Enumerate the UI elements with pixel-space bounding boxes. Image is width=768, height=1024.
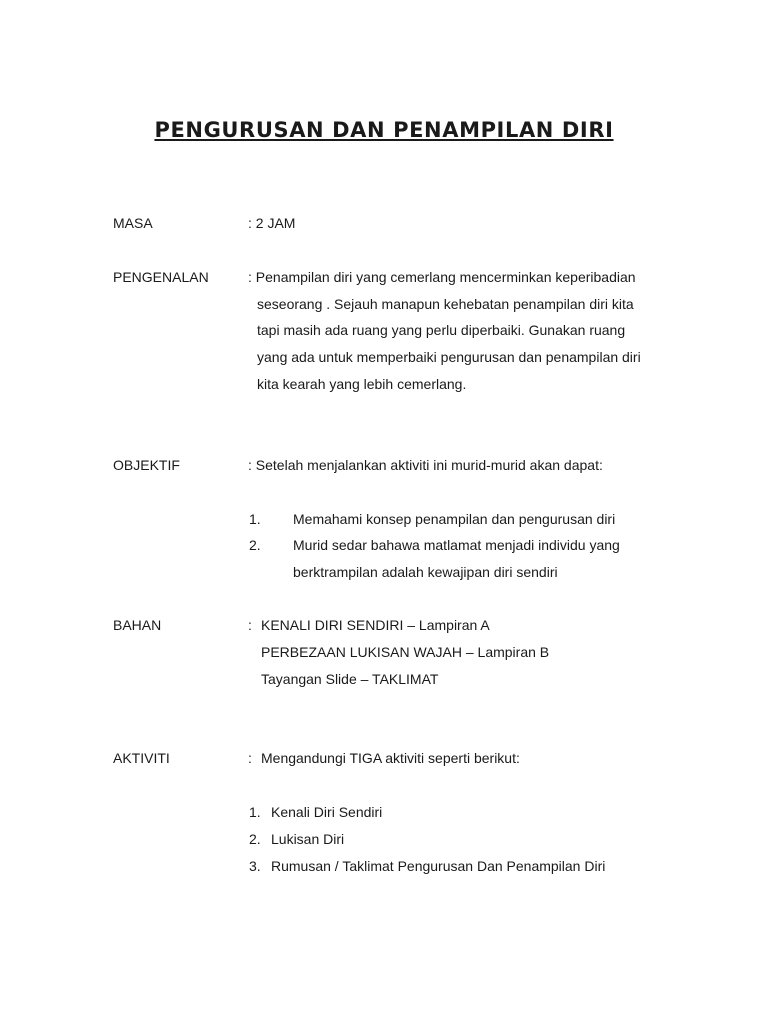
- pengenalan-line: kita kearah yang lebih cemerlang.: [257, 376, 467, 392]
- bahan-line: Tayangan Slide – TAKLIMAT: [261, 671, 439, 687]
- objektif-item-text: Memahami konsep penampilan dan pengurusan diri: [293, 511, 616, 527]
- aktiviti-item-number: 2.: [249, 831, 261, 847]
- objektif-label: OBJEKTIF: [113, 457, 180, 473]
- pengenalan-line: tapi masih ada ruang yang perlu diperbaiki. Gunakan ruang: [257, 322, 626, 338]
- pengenalan-line: yang ada untuk memperbaiki pengurusan dan penampilan diri: [257, 349, 641, 365]
- aktiviti-item-text: Lukisan Diri: [271, 831, 345, 847]
- objektif-item-number: 2.: [249, 537, 261, 553]
- pengenalan-line: : Penampilan diri yang cemerlang mencerminkan keperibadian: [248, 269, 636, 285]
- objektif-item-number: 1.: [249, 511, 261, 527]
- pengenalan-label: PENGENALAN: [113, 269, 209, 285]
- objektif-intro: : Setelah menjalankan aktiviti ini murid-murid akan dapat:: [248, 457, 603, 473]
- bahan-label: BAHAN: [113, 617, 162, 633]
- aktiviti-item-number: 1.: [249, 804, 261, 820]
- aktiviti-intro: Mengandungi TIGA aktiviti seperti berikut:: [261, 750, 520, 766]
- masa-value: : 2 JAM: [248, 215, 296, 231]
- bahan-colon: :: [248, 617, 252, 633]
- objektif-item-text: berktrampilan adalah kewajipan diri sendiri: [293, 564, 558, 580]
- bahan-line: PERBEZAAN LUKISAN WAJAH – Lampiran B: [261, 644, 550, 660]
- aktiviti-item-number: 3.: [249, 858, 261, 874]
- aktiviti-item-text: Kenali Diri Sendiri: [271, 804, 383, 820]
- objektif-item-text: Murid sedar bahawa matlamat menjadi individu yang: [293, 537, 620, 553]
- masa-label: MASA: [113, 215, 153, 231]
- aktiviti-colon: :: [248, 750, 252, 766]
- aktiviti-item-text: Rumusan / Taklimat Pengurusan Dan Penampilan Diri: [271, 858, 606, 874]
- bahan-line: KENALI DIRI SENDIRI – Lampiran A: [261, 617, 490, 633]
- page-title: PENGURUSAN DAN PENAMPILAN DIRI: [154, 118, 614, 142]
- pengenalan-line: seseorang . Sejauh manapun kehebatan penampilan diri kita: [257, 296, 634, 312]
- aktiviti-label: AKTIVITI: [113, 750, 170, 766]
